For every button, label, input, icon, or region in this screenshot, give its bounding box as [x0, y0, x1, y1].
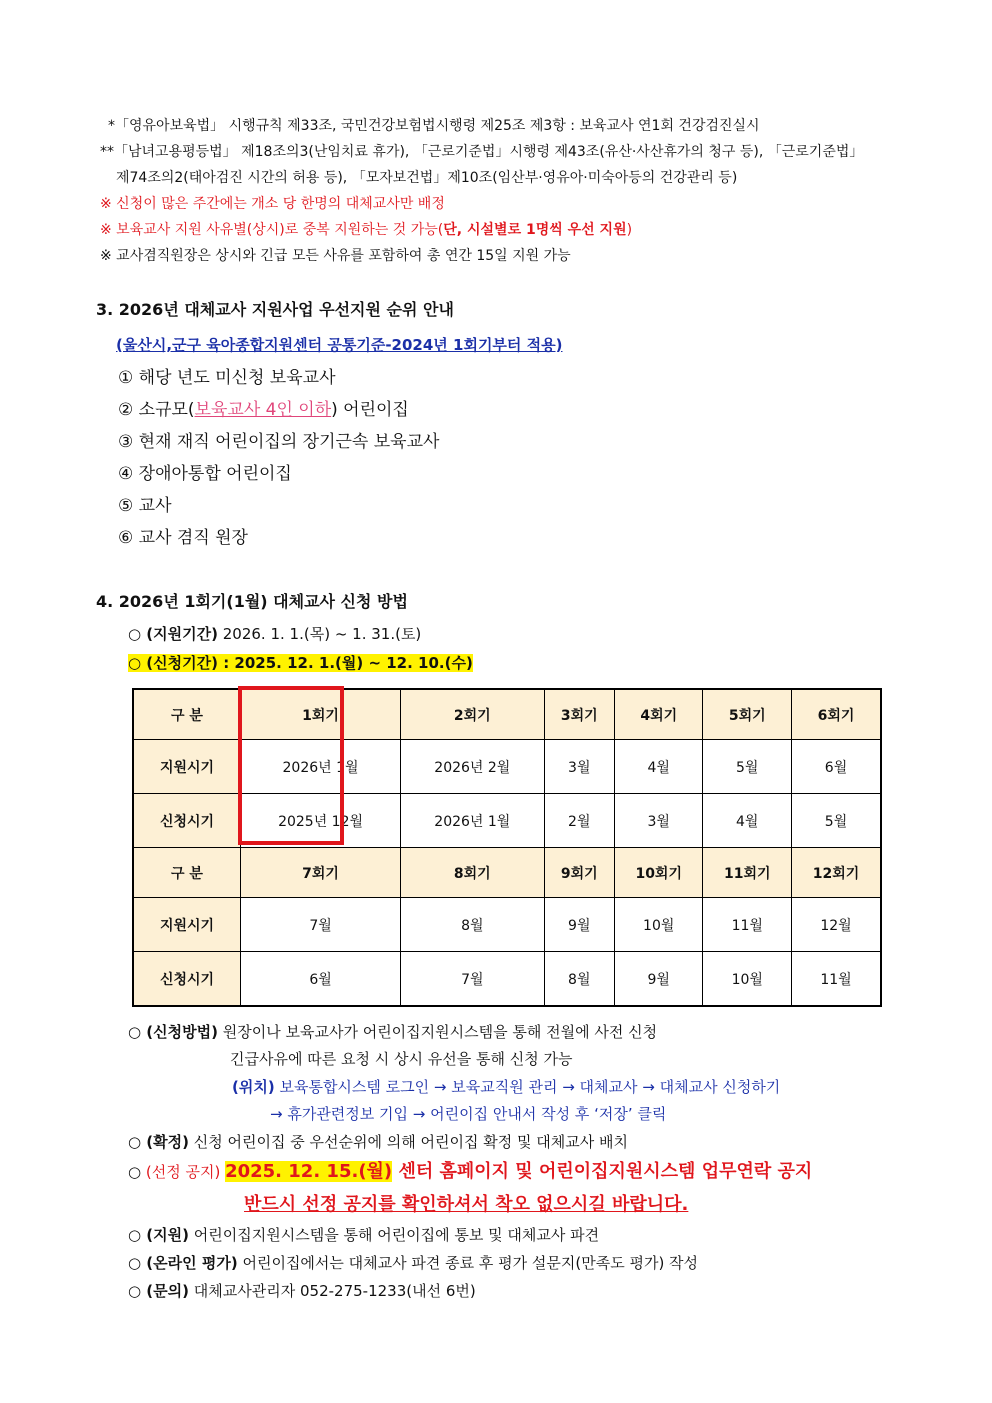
note-2-emph: 단, 시설별로 1명씩 우선 지원	[443, 222, 627, 238]
table-header-label: 구 분	[133, 848, 241, 898]
priority-item-2-highlight: 보육교사 4인 이하	[194, 400, 332, 420]
table-cell: 3월	[544, 740, 614, 794]
table-row	[133, 848, 881, 898]
location-text-1: 보육통합시스템 로그인 → 보육교직원 관리 → 대체교사 → 대체교사 신청하기	[274, 1078, 781, 1096]
notice-label: (선정 공지)	[145, 1163, 221, 1181]
support-period-value: 2026. 1. 1.(목) ~ 1. 31.(토)	[217, 625, 422, 643]
confirm-line	[128, 1132, 628, 1152]
contact-line	[128, 1281, 476, 1301]
footnote-2-cont: 제74조의2(태아검진 시간의 허용 등), 「모자보건법」제10조(임산부·영유아·미숙아등의 건강관리 등)	[116, 170, 738, 186]
table-cell: 8월	[401, 898, 545, 952]
location-label: (위치)	[232, 1078, 275, 1096]
table-cell: 3월	[614, 794, 703, 848]
section4-title: 4. 2026년 1회기(1월) 대체교사 신청 방법	[96, 592, 408, 611]
method-label: ○ (신청방법)	[128, 1023, 218, 1041]
table-col-9: 9회기	[544, 848, 614, 898]
table-cell: 4월	[703, 794, 792, 848]
support-line	[128, 1225, 599, 1245]
table-cell: 10월	[614, 898, 703, 952]
table-cell: 2026년 2월	[401, 740, 545, 794]
table-cell: 7월	[401, 952, 545, 1007]
method-line-2: 긴급사유에 따른 요청 시 상시 유선을 통해 신청 가능	[230, 1050, 573, 1068]
table-row	[133, 952, 881, 1007]
table-col-3: 3회기	[544, 689, 614, 740]
row-label-apply: 신청시기	[133, 794, 241, 848]
support-label: ○ (지원)	[128, 1226, 190, 1244]
table-cell: 4월	[614, 740, 703, 794]
support-text: 어린이집지원시스템을 통해 어린이집에 통보 및 대체교사 파견	[189, 1226, 600, 1244]
table-cell: 8월	[544, 952, 614, 1007]
eval-line	[128, 1253, 698, 1273]
section3-subtitle: (울산시,군구 육아종합지원센터 공통기준-2024년 1회기부터 적용)	[116, 336, 563, 354]
priority-item-2	[118, 398, 409, 422]
notice-text: 센터 홈페이지 및 어린이집지원시스템 업무연락 공지	[392, 1161, 813, 1182]
confirm-label: ○ (확정)	[128, 1133, 190, 1151]
location-line-1	[232, 1077, 780, 1097]
priority-item-2-suffix: ) 어린이집	[331, 400, 409, 420]
highlight-box	[238, 686, 344, 845]
row-label-apply: 신청시기	[133, 952, 241, 1007]
eval-label: ○ (온라인 평가)	[128, 1254, 238, 1272]
table-cell: 10월	[703, 952, 792, 1007]
location-line-2: → 휴가관련정보 기입 → 어린이집 안내서 작성 후 ‘저장’ 클릭	[270, 1105, 667, 1123]
table-col-10: 10회기	[614, 848, 703, 898]
notice-date: 2025. 12. 15.(월)	[225, 1161, 393, 1182]
note-3: ※ 교사겸직원장은 상시와 긴급 모든 사유를 포함하여 총 연간 15일 지원 가능	[100, 248, 571, 264]
apply-period-label: ○ (신청기간) : 2025. 12. 1.(월) ~ 12. 10.(수)	[128, 654, 473, 672]
row-label-support: 지원시기	[133, 740, 241, 794]
table-col-1: 1회기	[241, 689, 401, 740]
eval-text: 어린이집에서는 대체교사 파견 종료 후 평가 설문지(만족도 평가) 작성	[237, 1254, 699, 1272]
footnote-1: *「영유아보육법」 시행규칙 제33조, 국민건강보험법시행령 제25조 제3항 : 보육교사 연1회 건강검진실시	[108, 118, 760, 134]
table-cell: 2025년 12월	[241, 794, 401, 848]
row-label-support: 지원시기	[133, 898, 241, 952]
priority-item-2-prefix: ② 소규모(	[118, 400, 195, 420]
confirm-text: 신청 어린이집 중 우선순위에 의해 어린이집 확정 및 대체교사 배치	[189, 1133, 628, 1151]
priority-item-3: ③ 현재 재직 어린이집의 장기근속 보육교사	[118, 432, 440, 452]
method-line-1	[128, 1022, 657, 1042]
priority-item-1: ① 해당 년도 미신청 보육교사	[118, 368, 336, 388]
table-cell: 6월	[241, 952, 401, 1007]
footnote-2: **「남녀고용평등법」 제18조의3(난임치료 휴가), 「근로기준법」시행령 제43조(유산·사산휴가의 청구 등), 「근로기준법」	[100, 144, 864, 160]
note-2-text: ※ 보육교사 지원 사유별(상시)로 중복 지원하는 것 가능(	[100, 222, 444, 238]
table-col-4: 4회기	[614, 689, 703, 740]
table-cell: 6월	[792, 740, 882, 794]
contact-label: ○ (문의)	[128, 1282, 190, 1300]
method-text-1: 원장이나 보육교사가 어린이집지원시스템을 통해 전월에 사전 신청	[217, 1023, 658, 1041]
table-cell: 2026년 1월	[401, 794, 545, 848]
note-2	[100, 220, 632, 240]
table-cell: 9월	[544, 898, 614, 952]
note-2-close: )	[626, 222, 633, 238]
table-cell: 12월	[792, 898, 882, 952]
priority-item-5: ⑤ 교사	[118, 496, 172, 516]
priority-item-4: ④ 장애아통합 어린이집	[118, 464, 292, 484]
table-col-6: 6회기	[792, 689, 882, 740]
contact-text: 대체교사관리자 052-275-1233(내선 6번)	[189, 1282, 476, 1300]
table-col-12: 12회기	[792, 848, 882, 898]
table-cell: 2월	[544, 794, 614, 848]
table-cell: 7월	[241, 898, 401, 952]
table-row	[133, 898, 881, 952]
note-1: ※ 신청이 많은 주간에는 개소 당 한명의 대체교사만 배정	[100, 196, 445, 212]
table-col-7: 7회기	[241, 848, 401, 898]
support-period	[128, 624, 421, 644]
table-col-5: 5회기	[703, 689, 792, 740]
table-cell: 2026년 1월	[241, 740, 401, 794]
notice-prefix: ○	[128, 1163, 146, 1181]
notice-warning: 반드시 선정 공지를 확인하셔서 착오 없으시길 바랍니다.	[244, 1194, 689, 1215]
support-period-label: ○ (지원기간)	[128, 625, 218, 643]
table-cell: 5월	[703, 740, 792, 794]
table-col-2: 2회기	[401, 689, 545, 740]
table-cell: 11월	[792, 952, 882, 1007]
table-cell: 11월	[703, 898, 792, 952]
table-header-label: 구 분	[133, 689, 241, 740]
section3-title: 3. 2026년 대체교사 지원사업 우선지원 순위 안내	[96, 300, 454, 319]
apply-period	[128, 653, 473, 673]
table-col-11: 11회기	[703, 848, 792, 898]
table-cell: 5월	[792, 794, 882, 848]
priority-item-6: ⑥ 교사 겸직 원장	[118, 528, 248, 548]
table-cell: 9월	[614, 952, 703, 1007]
notice-line	[128, 1160, 812, 1184]
table-col-8: 8회기	[401, 848, 545, 898]
